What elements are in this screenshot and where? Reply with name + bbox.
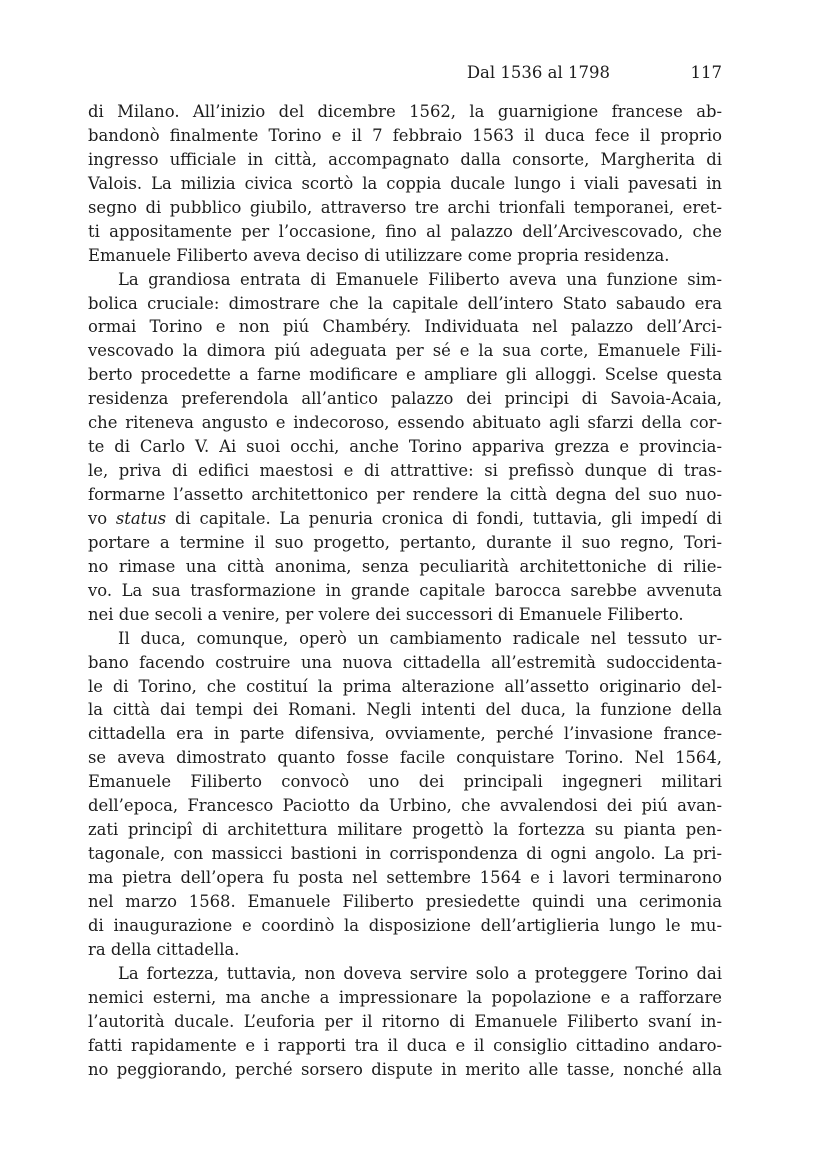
text-line: la città dai tempi dei Romani. Negli intenti del duca, la funzione della (88, 700, 722, 720)
paragraph (88, 627, 722, 962)
text-line: ra della cittadella. (88, 939, 240, 959)
text-line: berto procedette a farne modificare e ampliare gli alloggi. Scelse questa (88, 365, 722, 385)
text-line: te di Carlo V. Ai suoi occhi, anche Torino appariva grezza e provincia- (88, 437, 722, 457)
text-line: l’autorità ducale. L’euforia per il ritorno di Emanuele Filiberto svaní in- (88, 1011, 722, 1031)
text-line: ma pietra dell’opera fu posta nel settembre 1564 e i lavori terminarono (88, 868, 722, 887)
text-line: le di Torino, che costituí la prima alterazione all’assetto originario del- (88, 676, 722, 696)
text-line: Emanuele Filiberto aveva deciso di utilizzare come propria residenza. (88, 245, 670, 265)
text-line: La grandiosa entrata di Emanuele Filiberto aveva una funzione sim- (118, 269, 722, 289)
text-line: zati principî di architettura militare progettò la fortezza su pianta pen- (88, 820, 722, 840)
text-line: nemici esterni, ma anche a impressionare la popolazione e a rafforzare (88, 987, 722, 1007)
text-line: vescovado la dimora piú adeguata per sé e la sua corte, Emanuele Fili- (88, 341, 722, 361)
text-line: dell’epoca, Francesco Paciotto da Urbino, che avvalendosi dei piú avan- (88, 796, 722, 816)
text-line: Emanuele Filiberto convocò uno dei principali ingegneri militari (88, 772, 722, 792)
text-line: formarne l’assetto architettonico per rendere la città degna del suo nuo- (88, 485, 722, 504)
paragraph (88, 962, 722, 1082)
text-line: tagonale, con massicci bastioni in corrispondenza di ogni angolo. La pri- (88, 844, 722, 864)
text-line: ormai Torino e non piú Chambéry. Individuata nel palazzo dell’Arci- (88, 317, 722, 337)
italic-term: status (115, 508, 167, 528)
text-line: no rimase una città anonima, senza peculiarità architettoniche di rilie- (88, 556, 722, 576)
paragraph (88, 268, 722, 627)
text-line: residenza preferendola all’antico palazzo dei principi di Savoia-Acaia, (88, 389, 722, 409)
text-line: nel marzo 1568. Emanuele Filiberto presiedette quindi una cerimonia (88, 891, 722, 911)
page-number: 117 (690, 63, 722, 82)
running-head-title: Dal 1536 al 1798 (466, 63, 610, 82)
text-line: ti appositamente per l’occasione, fino al palazzo dell’Arcivescovado, che (88, 221, 722, 241)
text-line: Il duca, comunque, operò un cambiamento radicale nel tessuto ur- (118, 628, 722, 648)
text-line: cittadella era in parte difensiva, ovviamente, perché l’invasione france- (88, 724, 722, 744)
text-line: portare a termine il suo progetto, pertanto, durante il suo regno, Tori- (88, 532, 722, 552)
text-line: no peggiorando, perché sorsero dispute in merito alle tasse, nonché alla (88, 1059, 722, 1079)
text-line: fatti rapidamente e i rapporti tra il duca e il consiglio cittadino andaro- (88, 1035, 722, 1055)
text-line: vo. La sua trasformazione in grande capitale barocca sarebbe avvenuta (88, 580, 722, 600)
text-line: bandonò finalmente Torino e il 7 febbraio 1563 il duca fece il proprio (88, 125, 722, 145)
text-line: vo status di capitale. La penuria cronica di fondi, tuttavia, gli impedí di (88, 508, 722, 528)
text-line: segno di pubblico giubilo, attraverso tre archi trionfali temporanei, eret- (88, 197, 722, 217)
text-line: di Milano. All’inizio del dicembre 1562, la guarnigione francese ab- (88, 102, 722, 121)
text-line: di inaugurazione e coordinò la disposizione dell’artiglieria lungo le mu- (88, 915, 722, 935)
paragraph (88, 100, 722, 268)
text-line: nei due secoli a venire, per volere dei successori di Emanuele Filiberto. (88, 604, 684, 624)
text-line: La fortezza, tuttavia, non doveva servire solo a proteggere Torino dai (118, 963, 722, 983)
text-line: bano facendo costruire una nuova cittadella all’estremità sudoccidenta- (88, 652, 722, 672)
running-head (88, 63, 722, 87)
text-line: ingresso ufficiale in città, accompagnato dalla consorte, Margherita di (88, 149, 722, 169)
text-line: se aveva dimostrato quanto fosse facile conquistare Torino. Nel 1564, (88, 748, 722, 768)
text-line: bolica cruciale: dimostrare che la capitale dell’intero Stato sabaudo era (88, 293, 722, 313)
text-line: Valois. La milizia civica scortò la coppia ducale lungo i viali pavesati in (88, 173, 722, 193)
text-line: che riteneva angusto e indecoroso, essendo abituato agli sfarzi della cor- (88, 413, 722, 433)
text-line: le, priva di edifici maestosi e di attrattive: si prefissò dunque di tras- (88, 461, 722, 481)
body-text (88, 100, 722, 1081)
